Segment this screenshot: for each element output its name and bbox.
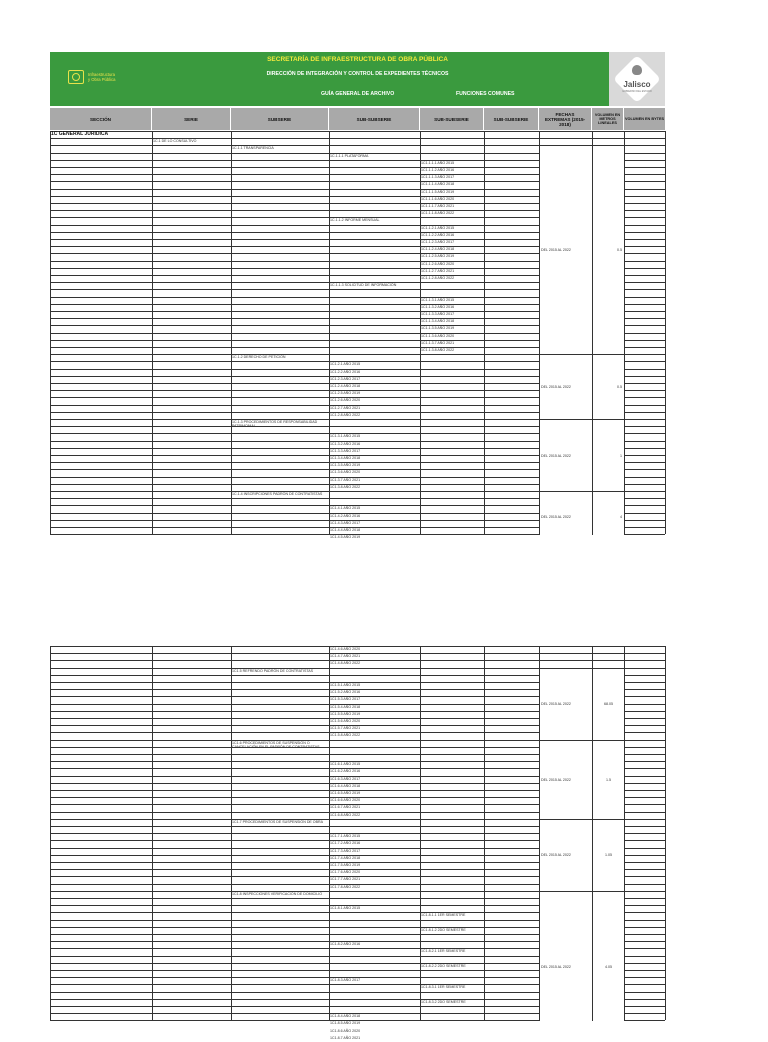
subserie-label: 1C1.7 PROCEDIMIENTOS DE SUSPENSIÓN DE OBRA bbox=[232, 819, 323, 824]
subsubserie-label: 1C1.4.4 AÑO 2018 bbox=[330, 528, 361, 532]
subsubserie-label: 1C1.6.1 AÑO 2015 bbox=[330, 762, 361, 767]
subsubserie-label: 1C1.7.3 AÑO 2017 bbox=[330, 848, 361, 853]
l4-label: 1C1.1.2.6 AÑO 2020 bbox=[421, 261, 455, 266]
subsubserie-label: 1C1.5.8 AÑO 2022 bbox=[330, 733, 361, 738]
l4-label: 1C1.1.1.3 AÑO 2017 bbox=[421, 175, 455, 180]
subserie-label: 1C.1.1 TRANSPARENCIA bbox=[232, 146, 274, 151]
subsubserie-label: 1C1.8.2 AÑO 2016 bbox=[330, 942, 361, 947]
column-header-subsubserie-1: SUB-SUBSERIE bbox=[329, 108, 420, 130]
subsubserie-label: 1C.1.1.3 SOLICITUD DE INFORMACIÓN bbox=[330, 283, 397, 288]
l4-label: 1C1.1.2.1 AÑO 2015 bbox=[421, 225, 455, 230]
l4-label: 1C1.1.3.2 AÑO 2016 bbox=[421, 304, 455, 309]
subsubserie-label: 1C1.5.7 AÑO 2021 bbox=[330, 726, 361, 731]
subsubserie-label: 1C1.8.6 AÑO 2020 bbox=[330, 1028, 361, 1033]
subsubserie-label: 1C1.8.7 AÑO 2021 bbox=[330, 1035, 361, 1040]
subsubserie-label: 1C1.2.3 AÑO 2017 bbox=[330, 376, 361, 381]
l4-label: 1C1.1.2.8 AÑO 2022 bbox=[421, 276, 455, 280]
subsubserie-label: 1C1.7.7 AÑO 2021 bbox=[330, 877, 361, 882]
subsubserie-label: 1C1.4.3 AÑO 2017 bbox=[330, 520, 361, 525]
l4-label: 1C1.8.1.2 2DO SEMESTRE bbox=[421, 927, 466, 932]
jalisco-logo-subtext: GOBIERNO DEL ESTADO bbox=[622, 90, 652, 93]
l4-label: 1C1.1.2.5 AÑO 2019 bbox=[421, 254, 455, 259]
subsubserie-label: 1C1.3.2 AÑO 2016 bbox=[330, 441, 361, 446]
logo-line-1: Infraestructura bbox=[88, 72, 115, 77]
subserie-label: 1C.1.2 DERECHO DE PETICIÓN bbox=[232, 355, 286, 360]
subsubserie-label: 1C1.6.8 AÑO 2022 bbox=[330, 812, 361, 817]
volume-meters: 0.5 bbox=[593, 146, 624, 354]
l4-label: 1C1.1.1.1 AÑO 2015 bbox=[421, 160, 455, 165]
subserie-label: 1C1.8 INSPECCIONES VERIFICACIÓN DE DOMICILIO bbox=[232, 891, 323, 896]
l4-label: 1C1.1.3.4 AÑO 2018 bbox=[421, 319, 455, 324]
subsubserie-label: 1C1.4.1 AÑO 2015 bbox=[330, 506, 361, 511]
l4-label: 1C1.1.3.7 AÑO 2021 bbox=[421, 340, 455, 345]
subsubserie-label: 1C1.6.7 AÑO 2021 bbox=[330, 805, 361, 810]
l4-label: 1C1.1.1.5 AÑO 2019 bbox=[421, 189, 455, 194]
subsubserie-label: 1C1.6.5 AÑO 2019 bbox=[330, 791, 361, 795]
jalisco-crest-icon bbox=[632, 65, 642, 75]
l4-label: 1C1.8.3.1 1ER SEMESTRE bbox=[421, 985, 466, 990]
volume-meters: 4.05 bbox=[593, 892, 624, 1042]
fechas-extremas: DEL 2015 AL 2022 bbox=[540, 355, 592, 419]
logo-line-2: y Obra Pública bbox=[88, 77, 116, 82]
table-page-2 bbox=[50, 646, 665, 1040]
guide-label: GUÍA GENERAL DE ARCHIVO bbox=[321, 91, 395, 97]
subsubserie-label: 1C1.6.2 AÑO 2016 bbox=[330, 769, 361, 774]
l4-label: 1C1.8.2.2 2DO SEMESTRE bbox=[421, 963, 466, 968]
subsubserie-label: 1C1.8.5 AÑO 2019 bbox=[330, 1021, 361, 1026]
fechas-extremas: DEL 2015 AL 2022 bbox=[540, 420, 592, 491]
column-divider bbox=[484, 646, 485, 1020]
volume-meters: 1 bbox=[593, 420, 624, 491]
l4-label: 1C1.1.2.4 AÑO 2018 bbox=[421, 247, 455, 252]
column-header-subsubserie-3: SUB-SUBSERIE bbox=[484, 108, 539, 130]
subsubserie-label: 1C1.5.2 AÑO 2016 bbox=[330, 690, 361, 695]
column-header-seccion: SECCIÓN bbox=[50, 108, 152, 130]
subsubserie-label: 1C1.7.4 AÑO 2018 bbox=[330, 855, 361, 860]
column-divider bbox=[50, 646, 51, 1020]
table-header bbox=[50, 108, 665, 130]
column-divider bbox=[624, 131, 625, 534]
l4-label: 1C1.8.3.2 2DO SEMESTRE bbox=[421, 999, 466, 1004]
subsubserie-label: 1C1.4.2 AÑO 2016 bbox=[330, 513, 361, 518]
column-header-fechas: FECHAS EXTREMAS (2015-2018) bbox=[539, 108, 592, 130]
subserie-label: 1C1.5 REFRENDO PADRÓN DE CONTRATISTAS bbox=[232, 668, 314, 673]
fechas-extremas: DEL 2015 AL 2022 bbox=[540, 741, 592, 819]
subsubserie-label: 1C1.3.3 AÑO 2017 bbox=[330, 448, 361, 453]
l4-label: 1C1.1.1.8 AÑO 2022 bbox=[421, 211, 455, 216]
column-divider bbox=[50, 131, 51, 534]
subsubserie-label: 1C1.7.1 AÑO 2015 bbox=[330, 834, 361, 839]
subsubserie-label: 1C1.6.6 AÑO 2020 bbox=[330, 798, 361, 803]
subsubserie-label: 1C1.5.5 AÑO 2019 bbox=[330, 711, 361, 716]
table-page-1 bbox=[50, 131, 665, 541]
fechas-extremas: DEL 2015 AL 2022 bbox=[540, 820, 592, 891]
subsubserie-label: 1C1.7.5 AÑO 2019 bbox=[330, 863, 361, 867]
volume-meters: 4 bbox=[593, 492, 624, 541]
subsubserie-label: 1C1.4.7 AÑO 2021 bbox=[330, 654, 361, 659]
subserie-label: 1C.1.3 PROCEDIMIENTOS DE RESPONSABILIDAD PATRIMONIAL bbox=[232, 420, 318, 428]
subsubserie-label: 1C1.6.4 AÑO 2018 bbox=[330, 783, 361, 788]
volume-meters: 1.5 bbox=[593, 741, 624, 819]
subsubserie-label: 1C1.4.6 AÑO 2020 bbox=[330, 647, 361, 651]
l4-label: 1C1.1.1.7 AÑO 2021 bbox=[421, 204, 455, 208]
column-divider bbox=[152, 646, 153, 1020]
fechas-extremas: DEL 2015 AL 2022 bbox=[540, 146, 592, 354]
subsubserie-label: 1C1.5.3 AÑO 2017 bbox=[330, 697, 361, 702]
volume-meters: 0.5 bbox=[593, 355, 624, 419]
column-header-serie: SERIE bbox=[152, 108, 231, 130]
table-row bbox=[50, 131, 665, 132]
subsubserie-label: 1C1.3.5 AÑO 2019 bbox=[330, 463, 361, 468]
l4-label: 1C1.1.3.3 AÑO 2017 bbox=[421, 312, 455, 316]
l4-label: 1C1.1.3.1 AÑO 2015 bbox=[421, 297, 455, 302]
functions-label: FUNCIONES COMUNES bbox=[456, 91, 515, 97]
subsubserie-label: 1C1.5.4 AÑO 2018 bbox=[330, 704, 361, 709]
l4-label: 1C1.1.2.7 AÑO 2021 bbox=[421, 268, 455, 273]
fechas-extremas: DEL 2015 AL 2022 bbox=[540, 669, 592, 740]
subserie-label: 1C.1.4 INSCRIPCIONES PADRÓN DE CONTRATISTAS bbox=[232, 492, 323, 496]
serie-label: 1C.1 DE LO CONSULTIVO bbox=[153, 139, 197, 144]
subsubserie-label: 1C.1.1.1 PLATAFORMA bbox=[330, 153, 369, 158]
subserie-label: 1C1.6 PROCEDIMIENTOS DE SUSPENSIÓN O CANCELACIÓN EN EL PADRÓN DE CONTRATISTAS bbox=[232, 740, 320, 749]
subsubserie-label: 1C1.7.6 AÑO 2020 bbox=[330, 870, 361, 875]
document-banner bbox=[50, 52, 665, 106]
l4-label: 1C1.1.1.6 AÑO 2020 bbox=[421, 196, 455, 201]
column-divider bbox=[484, 131, 485, 534]
column-header-vol-bytes: VOLUMEN EN BYTES bbox=[624, 108, 665, 130]
l4-label: 1C1.1.1.4 AÑO 2018 bbox=[421, 182, 455, 187]
subsubserie-label: 1C1.3.7 AÑO 2021 bbox=[330, 477, 361, 482]
subsubserie-label: 1C1.8.1 AÑO 2015 bbox=[330, 906, 361, 911]
subsubserie-label: 1C1.5.1 AÑO 2015 bbox=[330, 683, 361, 687]
l4-label: 1C1.8.2.1 1ER SEMESTRE bbox=[421, 949, 466, 954]
subsubserie-label: 1C1.3.4 AÑO 2018 bbox=[330, 456, 361, 460]
subsubserie-label: 1C1.6.3 AÑO 2017 bbox=[330, 776, 361, 781]
table-row bbox=[50, 138, 665, 139]
subsubserie-label: 1C1.8.4 AÑO 2018 bbox=[330, 1014, 361, 1019]
l4-label: 1C1.8.1.1 1ER SEMESTRE bbox=[421, 913, 466, 918]
l4-label: 1C1.1.3.5 AÑO 2019 bbox=[421, 326, 455, 331]
column-header-subserie: SUBSERIE bbox=[231, 108, 329, 130]
subsubserie-label: 1C1.2.5 AÑO 2019 bbox=[330, 391, 361, 396]
subsubserie-label: 1C1.2.4 AÑO 2018 bbox=[330, 384, 361, 388]
column-header-subsubserie-2: SUB-SUBSERIE bbox=[420, 108, 484, 130]
subsubserie-label: 1C1.2.8 AÑO 2022 bbox=[330, 412, 361, 417]
subsubserie-label: 1C.1.1.2 INFORME MENSUAL bbox=[330, 218, 380, 223]
subsubserie-label: 1C1.2.1 AÑO 2015 bbox=[330, 362, 361, 367]
column-divider bbox=[665, 646, 666, 1020]
subsubserie-label: 1C1.3.1 AÑO 2015 bbox=[330, 434, 361, 439]
l4-label: 1C1.1.3.6 AÑO 2020 bbox=[421, 333, 455, 338]
subsubserie-label: 1C1.2.2 AÑO 2016 bbox=[330, 369, 361, 374]
fechas-extremas: DEL 2015 AL 2022 bbox=[540, 892, 592, 1042]
column-divider bbox=[624, 646, 625, 1020]
jalisco-logo bbox=[609, 52, 665, 106]
l4-label: 1C1.1.2.3 AÑO 2017 bbox=[421, 240, 455, 244]
column-divider bbox=[231, 646, 232, 1020]
fechas-extremas: DEL 2015 AL 2022 bbox=[540, 492, 592, 541]
column-divider bbox=[152, 131, 153, 534]
jalisco-logo-text: Jalisco bbox=[623, 80, 651, 89]
l4-label: 1C1.1.2.2 AÑO 2016 bbox=[421, 232, 455, 237]
volume-meters: 68.05 bbox=[593, 669, 624, 740]
l4-label: 1C1.1.3.8 AÑO 2022 bbox=[421, 348, 455, 352]
subsubserie-label: 1C1.7.2 AÑO 2016 bbox=[330, 841, 361, 846]
subsubserie-label: 1C1.5.6 AÑO 2020 bbox=[330, 719, 361, 723]
subsubserie-label: 1C1.8.3 AÑO 2017 bbox=[330, 978, 361, 983]
column-divider bbox=[231, 131, 232, 534]
l4-label: 1C1.1.1.2 AÑO 2016 bbox=[421, 168, 455, 172]
subsubserie-label: 1C1.2.7 AÑO 2021 bbox=[330, 405, 361, 410]
section-label: 1C GENERAL JURIDICA bbox=[51, 131, 109, 137]
subsubserie-label: 1C1.4.5 AÑO 2019 bbox=[330, 535, 361, 540]
subsubserie-label: 1C1.4.8 AÑO 2022 bbox=[330, 661, 361, 666]
column-header-vol-metros: VOLUMEN EN METROS LINEALES bbox=[592, 108, 624, 130]
subsubserie-label: 1C1.7.8 AÑO 2022 bbox=[330, 884, 361, 889]
column-divider bbox=[665, 131, 666, 534]
subsubserie-label: 1C1.2.6 AÑO 2020 bbox=[330, 398, 361, 403]
volume-meters: 1.05 bbox=[593, 820, 624, 891]
subsubserie-label: 1C1.3.6 AÑO 2020 bbox=[330, 470, 361, 475]
subsubserie-label: 1C1.3.8 AÑO 2022 bbox=[330, 484, 361, 489]
document-subtitle: DIRECCIÓN DE INTEGRACIÓN Y CONTROL DE EXPEDIENTES TÉCNICOS bbox=[266, 71, 449, 77]
document-title: SECRETARÍA DE INFRAESTRUCTURA DE OBRA PÚBLICA bbox=[267, 56, 448, 63]
